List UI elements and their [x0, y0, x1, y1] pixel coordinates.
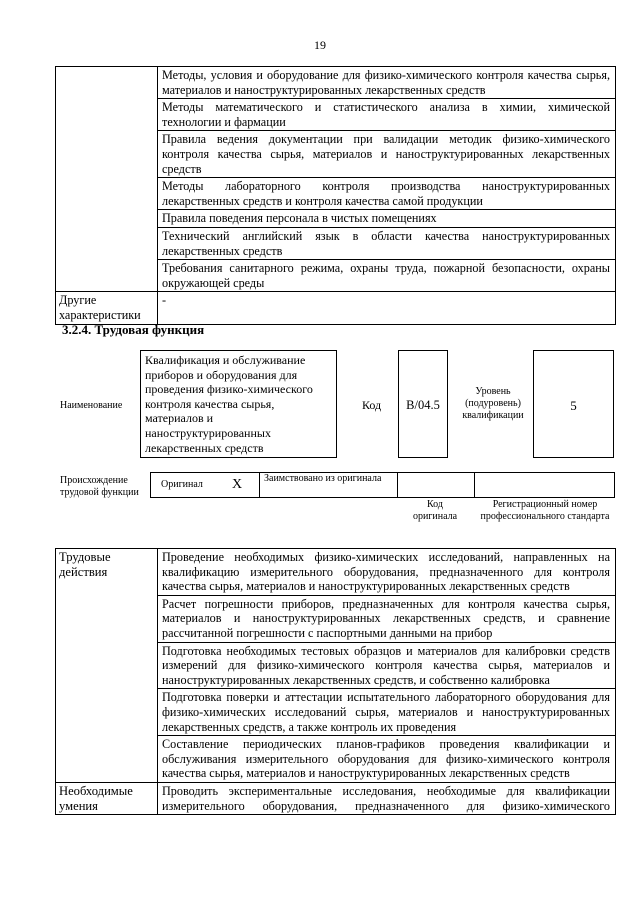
level-value: 5 — [533, 350, 614, 458]
page-number: 19 — [314, 38, 326, 52]
reg-number-caption: Регистрационный номер профессионального стандарта — [480, 499, 610, 522]
empty-label-cell — [56, 67, 158, 292]
section-title: 3.2.4. Трудовая функция — [62, 322, 205, 337]
code-value: B/04.5 — [398, 350, 448, 458]
labour-action: Проведение необходимых физико-химических исследований, направленных на квалификацию измерительного оборудования, предназначенного для контроля качества сырья, материалов и наноструктурированных лекарственных средств — [158, 549, 616, 596]
required-skills-label: Необходимые умения — [56, 782, 158, 814]
labour-action: Составление периодических планов-графиков проведения квалификации и обслуживания измерительного оборудования для физико-химического контроля качества сырья, материалов и наноструктурированных лекарственных средств — [158, 736, 616, 783]
code-label: Код — [362, 398, 382, 412]
required-skill: Проводить экспериментальные исследования, необходимые для квалификации измерительного оборудования, предназначенного для физико-химического — [158, 782, 616, 814]
level-label: Уровень (подуровень) квалификации — [462, 386, 524, 421]
knowledge-item: Правила поведения персонала в чистых помещениях — [158, 210, 616, 228]
labour-actions-label: Трудовые действия — [56, 549, 158, 783]
knowledge-item: Методы математического и статистического анализа в химии, химической технологии и фармации — [158, 99, 616, 131]
knowledge-item: Требования санитарного режима, охраны труда, пожарной безопасности, охраны окружающей среды — [158, 260, 616, 292]
labour-action: Расчет погрешности приборов, предназначенных для контроля качества сырья, материалов и наноструктурированных лекарственных средств, и сравнение рассчитанной погрешности с паспортными данными на прибор — [158, 595, 616, 642]
labour-action: Подготовка необходимых тестовых образцов и материалов для калибровки средств измерений для физико-химического контроля качества сырья, материалов и наноструктурированных лекарственных средств, и собственно калибровка — [158, 642, 616, 689]
knowledge-item: Методы, условия и оборудование для физико-химического контроля качества сырья, материалов и наноструктурированных лекарственных средств — [158, 67, 616, 99]
borrowed-label: Заимствовано из оригинала — [264, 473, 382, 484]
labour-action: Подготовка поверки и аттестации испытательного лабораторного оборудования для физико-химических исследований сырья, материалов и наноструктурированных лекарственных средств, а также контроль их проведения — [158, 689, 616, 736]
other-characteristics-label: Другие характеристики — [56, 292, 158, 324]
code-original-caption: Код оригинала — [412, 499, 458, 522]
actions-table — [55, 548, 616, 815]
knowledge-item: Технический английский язык в области качества наноструктурированных лекарственных средств — [158, 227, 616, 259]
knowledge-item: Методы лабораторного контроля производства наноструктурированных лекарственных средств и контроля качества самой продукции — [158, 178, 616, 210]
name-label: Наименование — [60, 400, 123, 411]
original-label: Оригинал — [161, 479, 203, 490]
origin-label: Происхождение трудовой функции — [60, 475, 139, 498]
name-value: Квалификация и обслуживание приборов и оборудования для проведения физико-химического контроля качества сырья, материалов и наноструктурированных лекарственных средств — [140, 350, 337, 458]
original-mark: X — [232, 477, 243, 492]
knowledge-item: Правила ведения документации при валидации методик физико-химического контроля качества сырья, материалов и наноструктурированных лекарственных средств — [158, 131, 616, 178]
other-characteristics-value: - — [158, 292, 616, 324]
knowledge-table — [55, 66, 616, 325]
